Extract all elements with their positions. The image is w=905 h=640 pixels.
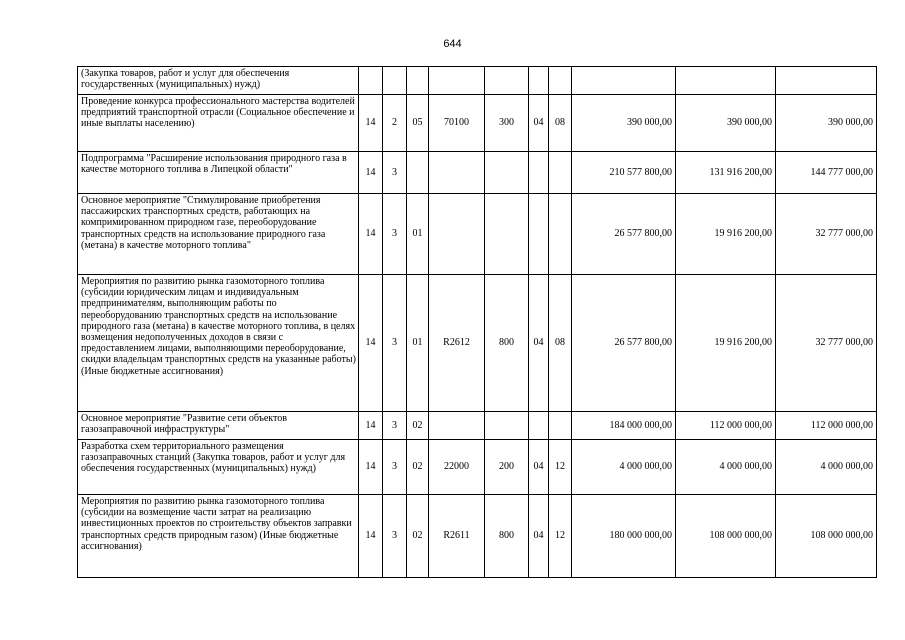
code-cell: 3 xyxy=(383,152,407,194)
code-cell: 04 xyxy=(529,95,549,152)
code-cell: 14 xyxy=(359,440,383,495)
row-description: Мероприятия по развитию рынка газомоторного топлива (субсидии на возмещение части затрат на реализацию инвестиционных проектов по строительству объектов заправки транспортных средств природным газом) (Иные бюджетные ассигнования) xyxy=(78,495,359,578)
code-cell: R2611 xyxy=(429,495,485,578)
amount-cell xyxy=(676,67,776,95)
code-cell: 14 xyxy=(359,495,383,578)
code-cell: 02 xyxy=(407,495,429,578)
row-description: (Закупка товаров, работ и услуг для обеспечения государственных (муниципальных) нужд) xyxy=(78,67,359,95)
amount-cell: 26 577 800,00 xyxy=(572,194,676,275)
code-cell: 12 xyxy=(549,495,572,578)
budget-table xyxy=(77,66,877,578)
code-cell xyxy=(485,152,529,194)
code-cell: 3 xyxy=(383,495,407,578)
table-row xyxy=(78,495,877,578)
amount-cell: 108 000 000,00 xyxy=(676,495,776,578)
amount-cell: 4 000 000,00 xyxy=(776,440,877,495)
row-description: Разработка схем территориального размещения газозаправочных станций (Закупка товаров, работ и услуг для обеспечения государственных (муниципальных) нужд) xyxy=(78,440,359,495)
amount-cell: 180 000 000,00 xyxy=(572,495,676,578)
code-cell: 800 xyxy=(485,275,529,412)
code-cell: 08 xyxy=(549,95,572,152)
code-cell: 3 xyxy=(383,275,407,412)
code-cell: 70100 xyxy=(429,95,485,152)
amount-cell: 184 000 000,00 xyxy=(572,412,676,440)
table-row xyxy=(78,194,877,275)
amount-cell: 19 916 200,00 xyxy=(676,194,776,275)
code-cell: 04 xyxy=(529,440,549,495)
code-cell xyxy=(429,67,485,95)
code-cell: 14 xyxy=(359,275,383,412)
table-row xyxy=(78,152,877,194)
code-cell: 14 xyxy=(359,412,383,440)
code-cell: R2612 xyxy=(429,275,485,412)
amount-cell: 112 000 000,00 xyxy=(676,412,776,440)
code-cell xyxy=(407,152,429,194)
code-cell: 3 xyxy=(383,412,407,440)
amount-cell: 144 777 000,00 xyxy=(776,152,877,194)
code-cell: 14 xyxy=(359,95,383,152)
code-cell: 05 xyxy=(407,95,429,152)
code-cell xyxy=(485,194,529,275)
code-cell xyxy=(429,412,485,440)
code-cell xyxy=(485,412,529,440)
row-description: Основное мероприятие "Стимулирование приобретения пассажирских транспортных средств, работающих на компримированном природном газе, переоборудование транспортных средств на использование природного газа (метана) в качестве моторного топлива" xyxy=(78,194,359,275)
code-cell: 04 xyxy=(529,275,549,412)
code-cell: 3 xyxy=(383,440,407,495)
code-cell: 2 xyxy=(383,95,407,152)
code-cell xyxy=(549,412,572,440)
row-description: Мероприятия по развитию рынка газомоторного топлива (субсидии юридическим лицам и индивидуальным предпринимателям, выполняющим работы по переоборудованию транспортных средств на использование природного газа (метана) в качестве моторного топлива, в целях возмещения недополученных доходов в связи с предоставлением лицами, выполняющими переоборудование, скидки владельцам транспортных средств на указанные работы) (Иные бюджетные ассигнования) xyxy=(78,275,359,412)
code-cell xyxy=(383,67,407,95)
row-description: Проведение конкурса профессионального мастерства водителей предприятий транспортной отрасли (Социальное обеспечение и иные выплаты населению) xyxy=(78,95,359,152)
code-cell xyxy=(359,67,383,95)
amount-cell: 19 916 200,00 xyxy=(676,275,776,412)
code-cell: 200 xyxy=(485,440,529,495)
code-cell xyxy=(549,67,572,95)
amount-cell: 108 000 000,00 xyxy=(776,495,877,578)
code-cell: 08 xyxy=(549,275,572,412)
code-cell: 14 xyxy=(359,152,383,194)
code-cell xyxy=(485,67,529,95)
code-cell: 04 xyxy=(529,495,549,578)
amount-cell: 26 577 800,00 xyxy=(572,275,676,412)
page-number: 644 xyxy=(443,38,462,50)
row-description: Основное мероприятие "Развитие сети объектов газозаправочной инфраструктуры" xyxy=(78,412,359,440)
code-cell xyxy=(429,152,485,194)
amount-cell: 131 916 200,00 xyxy=(676,152,776,194)
amount-cell: 390 000,00 xyxy=(776,95,877,152)
code-cell: 01 xyxy=(407,275,429,412)
code-cell xyxy=(549,194,572,275)
amount-cell: 32 777 000,00 xyxy=(776,275,877,412)
code-cell: 800 xyxy=(485,495,529,578)
amount-cell: 390 000,00 xyxy=(676,95,776,152)
amount-cell: 210 577 800,00 xyxy=(572,152,676,194)
code-cell: 02 xyxy=(407,440,429,495)
code-cell: 01 xyxy=(407,194,429,275)
amount-cell: 112 000 000,00 xyxy=(776,412,877,440)
table-row xyxy=(78,275,877,412)
row-description: Подпрограмма "Расширение использования природного газа в качестве моторного топлива в Липецкой области" xyxy=(78,152,359,194)
code-cell: 22000 xyxy=(429,440,485,495)
code-cell xyxy=(429,194,485,275)
code-cell xyxy=(529,152,549,194)
code-cell xyxy=(529,412,549,440)
table-row xyxy=(78,67,877,95)
amount-cell: 390 000,00 xyxy=(572,95,676,152)
code-cell: 300 xyxy=(485,95,529,152)
code-cell: 02 xyxy=(407,412,429,440)
table-row xyxy=(78,412,877,440)
code-cell: 14 xyxy=(359,194,383,275)
amount-cell xyxy=(572,67,676,95)
code-cell xyxy=(529,67,549,95)
code-cell: 3 xyxy=(383,194,407,275)
code-cell xyxy=(407,67,429,95)
table-row xyxy=(78,440,877,495)
amount-cell: 4 000 000,00 xyxy=(572,440,676,495)
table-row xyxy=(78,95,877,152)
code-cell xyxy=(529,194,549,275)
amount-cell: 4 000 000,00 xyxy=(676,440,776,495)
amount-cell xyxy=(776,67,877,95)
code-cell xyxy=(549,152,572,194)
code-cell: 12 xyxy=(549,440,572,495)
amount-cell: 32 777 000,00 xyxy=(776,194,877,275)
